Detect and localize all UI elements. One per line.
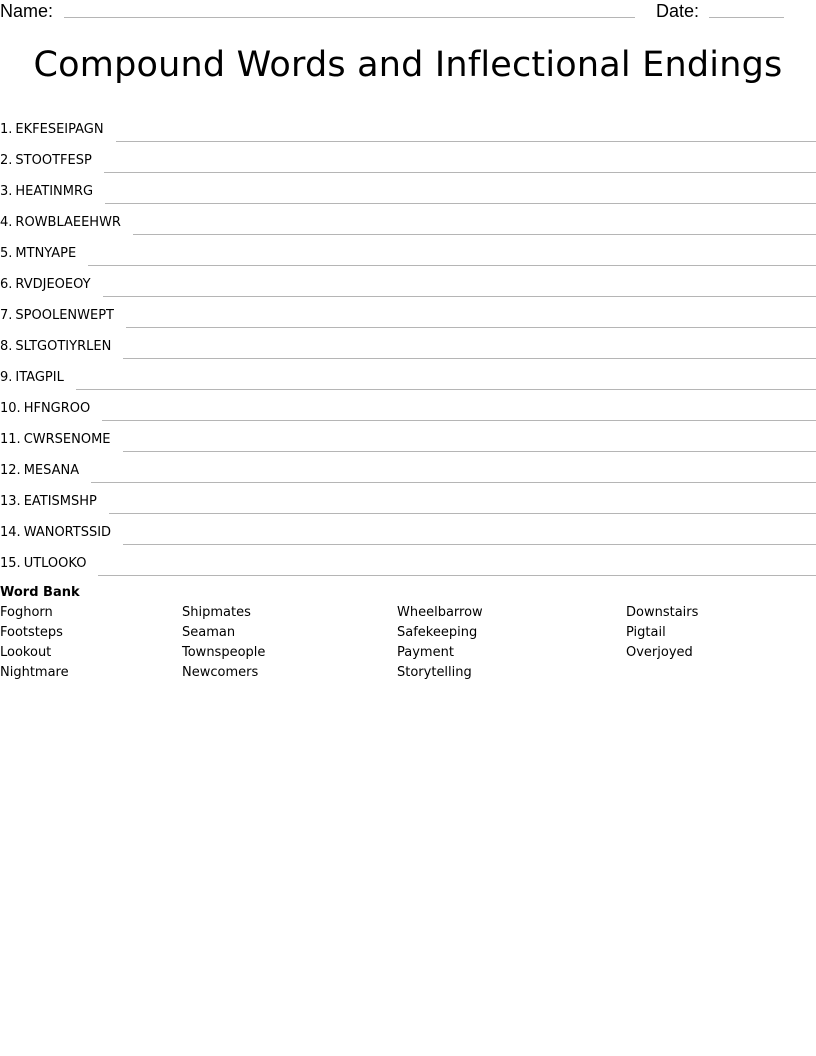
scrambled-word: UTLOOKO (23, 556, 87, 571)
puzzle-number: 7. (0, 308, 13, 323)
scrambled-word: SLTGOTIYRLEN (15, 339, 112, 354)
word-bank-item: Wheelbarrow (397, 605, 483, 620)
puzzle-label (0, 400, 90, 421)
scrambled-word: STOOTFESP (15, 153, 92, 168)
word-bank-grid (0, 604, 816, 694)
scrambled-word: CWRSENOME (23, 432, 111, 447)
scrambled-word: HEATINMRG (15, 184, 94, 199)
puzzle-label (0, 121, 104, 142)
page-title: Compound Words and Inflectional Endings (33, 45, 783, 85)
puzzle-label (0, 555, 86, 576)
word-bank (0, 584, 816, 694)
scrambled-word: WANORTSSID (23, 525, 112, 540)
puzzle-label (0, 276, 91, 297)
puzzle-row (0, 328, 816, 359)
scrambled-word: EKFESEIPAGN (15, 122, 104, 137)
answer-line[interactable] (98, 574, 816, 576)
puzzle-label (0, 369, 64, 390)
puzzle-number: 14. (0, 525, 21, 540)
answer-line[interactable] (126, 326, 816, 328)
puzzle-number: 6. (0, 277, 13, 292)
word-bank-item: Newcomers (182, 665, 259, 680)
name-answer-line[interactable] (64, 17, 635, 18)
scrambled-word: HFNGROO (23, 401, 91, 416)
answer-line[interactable] (91, 481, 816, 483)
puzzle-number: 4. (0, 215, 13, 230)
puzzle-row (0, 421, 816, 452)
puzzle-label (0, 245, 76, 266)
answer-line[interactable] (109, 512, 816, 514)
scrambled-word: MESANA (23, 463, 80, 478)
answer-line[interactable] (133, 233, 816, 235)
puzzle-label (0, 214, 121, 235)
puzzle-number: 9. (0, 370, 13, 385)
puzzle-number: 2. (0, 153, 13, 168)
puzzle-row (0, 390, 816, 421)
word-bank-item: Safekeeping (397, 625, 478, 640)
scrambled-word: SPOOLENWEPT (15, 308, 114, 323)
puzzle-row (0, 266, 816, 297)
word-bank-column (626, 604, 698, 664)
word-bank-column (0, 604, 69, 684)
word-bank-item: Lookout (0, 645, 52, 660)
answer-line[interactable] (104, 171, 816, 173)
name-label: Name: (0, 1, 54, 21)
puzzle-row (0, 359, 816, 390)
scramble-list (0, 111, 816, 576)
word-bank-item: Overjoyed (626, 645, 693, 660)
worksheet-header (0, 0, 816, 24)
date-answer-line[interactable] (709, 17, 784, 18)
puzzle-row (0, 111, 816, 142)
answer-line[interactable] (76, 388, 816, 390)
word-bank-item: Nightmare (0, 665, 69, 680)
puzzle-row (0, 514, 816, 545)
scrambled-word: ITAGPIL (15, 370, 64, 385)
puzzle-row (0, 173, 816, 204)
word-bank-item: Storytelling (397, 665, 472, 680)
puzzle-number: 13. (0, 494, 21, 509)
word-bank-item: Downstairs (626, 605, 699, 620)
scrambled-word: MTNYAPE (15, 246, 77, 261)
word-bank-column (182, 604, 265, 684)
word-bank-item: Footsteps (0, 625, 63, 640)
word-bank-item: Shipmates (182, 605, 251, 620)
answer-line[interactable] (105, 202, 816, 204)
scrambled-word: EATISMSHP (23, 494, 97, 509)
puzzle-number: 10. (0, 401, 21, 416)
answer-line[interactable] (116, 140, 816, 142)
puzzle-number: 8. (0, 339, 13, 354)
puzzle-row (0, 545, 816, 576)
puzzle-number: 3. (0, 184, 13, 199)
puzzle-label (0, 524, 111, 545)
puzzle-label (0, 431, 111, 452)
answer-line[interactable] (102, 419, 816, 421)
answer-line[interactable] (123, 357, 816, 359)
puzzle-row (0, 297, 816, 328)
word-bank-item: Payment (397, 645, 454, 660)
puzzle-row (0, 483, 816, 514)
puzzle-label (0, 183, 93, 204)
date-label: Date: (656, 1, 700, 21)
puzzle-label (0, 152, 92, 173)
puzzle-number: 15. (0, 556, 21, 571)
scrambled-word: RVDJEOEOY (15, 277, 91, 292)
puzzle-row (0, 204, 816, 235)
answer-line[interactable] (123, 450, 816, 452)
puzzle-number: 1. (0, 122, 13, 137)
answer-line[interactable] (103, 295, 816, 297)
puzzle-label (0, 307, 114, 328)
puzzle-row (0, 235, 816, 266)
word-bank-title: Word Bank (0, 585, 80, 600)
word-bank-column (397, 604, 483, 684)
word-bank-item: Seaman (182, 625, 236, 640)
puzzle-label (0, 462, 79, 483)
puzzle-label (0, 493, 97, 514)
scrambled-word: ROWBLAEEHWR (15, 215, 121, 230)
word-bank-item: Foghorn (0, 605, 53, 620)
puzzle-number: 11. (0, 432, 21, 447)
puzzle-row (0, 142, 816, 173)
puzzle-row (0, 452, 816, 483)
puzzle-number: 12. (0, 463, 21, 478)
answer-line[interactable] (88, 264, 816, 266)
puzzle-label (0, 338, 111, 359)
answer-line[interactable] (123, 543, 816, 545)
puzzle-number: 5. (0, 246, 13, 261)
word-bank-item: Pigtail (626, 625, 666, 640)
word-bank-item: Townspeople (182, 645, 266, 660)
